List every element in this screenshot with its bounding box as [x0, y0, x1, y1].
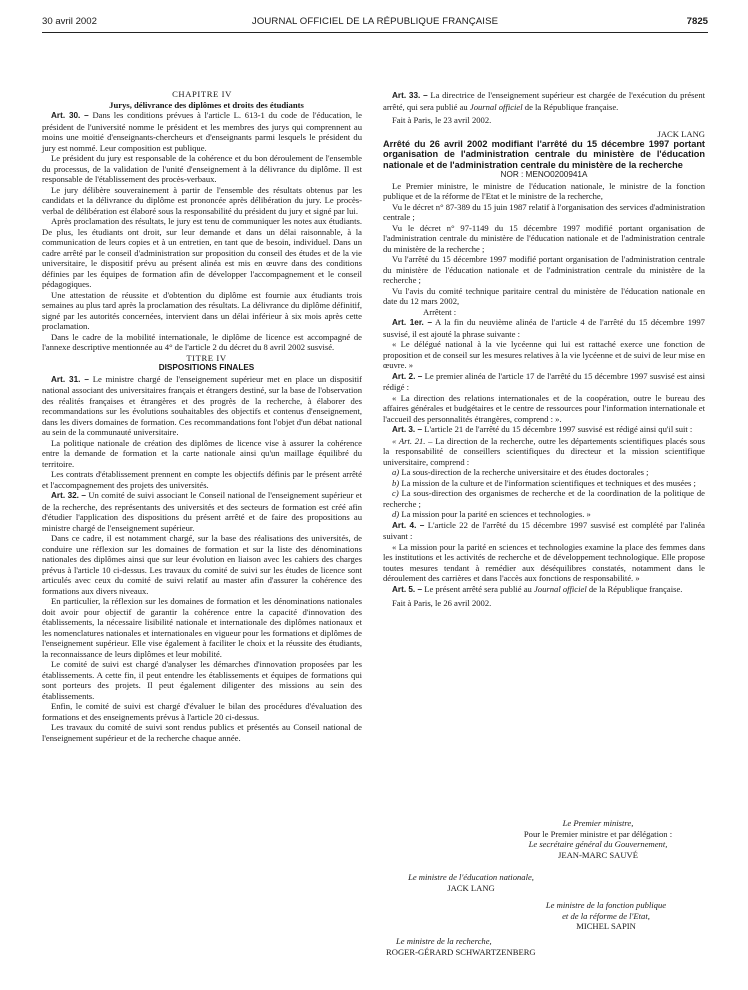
edu-name: JACK LANG — [447, 882, 495, 893]
article-label: Art. 31. – — [51, 374, 89, 384]
article-30-p5: Une attestation de réussite et d'obtention du diplôme est fournie aux étudiants trois semaines au plus tard après la proclamation des résultats. La délivrance du diplôme définitif, signé par les autorités concernées, intervient dans un délai inférieur à six mois après cette proclamation. — [42, 289, 362, 331]
right-column — [383, 90, 705, 609]
visa-3: Vu l'arrêté du 15 décembre 1997 modifié portant organisation de l'administration centrale du ministère de l'éducation nationale et de l'administration centrale du ministère de la recherche ; — [383, 254, 705, 286]
article-32-p5: Enfin, le comité de suivi est chargé d'évaluer le bilan des procédures d'évaluation des formations et des enseignements prévus à l'article 20 ci-dessus. — [42, 701, 362, 722]
fp-title-2: et de la réforme de l'Etat, — [562, 910, 650, 921]
article-33: Art. 33. – La directrice de l'enseignement supérieur est chargée de l'exécution du présent arrêté, qui sera publié au Journal officiel de la République française. — [383, 90, 705, 112]
signature-jack-lang: JACK LANG — [657, 128, 705, 139]
article-1-p2: « Le délégué national à la vie lycéenne qui lui est rattaché exerce une fonction de proposition et de conseil sur les mesures relatives à la vie lycéenne et de suivi de leur mise en œuvre. » — [383, 339, 705, 371]
article-3-p2: « Art. 21. – La direction de la recherche, outre les départements scientifiques placés sous la responsabilité de conseillers scientifiques du directeur et la mission scientifique universitaire, comprend : — [383, 435, 705, 467]
article-label: Art. 2. – — [392, 371, 423, 381]
article-30-p2: Le président du jury est responsable de la cohérence et du bon déroulement de l'ensemble du processus, de la validation de l'unité d'enseignement à la délivrance du diplôme. Il est responsable de l'établissement des procès-verbaux. — [42, 153, 362, 184]
article-label: Art. 30. – — [51, 111, 89, 120]
article-32-p2: Dans ce cadre, il est notamment chargé, sur la base des réalisations des universités, de conduire une réflexion sur les domaines de formation et sur la liste des dénominations nationales des diplômes ainsi que sur leur évolution en liaison avec les cahiers des charges prévus à l'article 10 ci-dessus. Les travaux du comité de suivi sur les études de licence sont articulés avec ceux du comité de suivi relatif au master afin d'assurer la cohérence des formations aux divers niveaux. — [42, 533, 362, 596]
header-date: 30 avril 2002 — [42, 16, 97, 27]
article-30-p3: Le jury délibère souverainement à partir de l'ensemble des résultats obtenus par les candidats et la délivrance du diplôme est prononcée après délibération du jury. Le procès-verbal de délibération est élaboré sous la responsabilité du président du jury et signé par lui. — [42, 184, 362, 216]
article-label: Art. 5. – — [392, 584, 423, 594]
signature-ministre-fonction-publique — [500, 900, 712, 932]
rech-title: Le ministre de la recherche, — [396, 936, 492, 946]
header-journal-title: JOURNAL OFFICIEL DE LA RÉPUBLIQUE FRANÇAISE — [251, 16, 499, 27]
pm-delegation: Pour le Premier ministre et par délégation : — [523, 828, 673, 839]
pm-secretary-title: Le secrétaire général du Gouvernement, — [528, 839, 668, 849]
article-31-p1: Art. 31. – Le ministre chargé de l'enseignement supérieur met en place un dispositif national associant des universitaires français et étrangers destiné, sur la base de l'observation des réalités françaises et étrangères et des progrès de la recherche, à élaborer des recommandations sur les évolutions souhaitables des objectifs et contenus d'enseignement, dans les divers domaines de formation. Ces recommandations font l'objet d'un débat national au sein de la communauté universitaire. — [42, 373, 362, 437]
article-label: Art. 3. – — [392, 425, 423, 435]
article-1-p1: Art. 1er. – A la fin du neuvième alinéa de l'article 4 de l'arrêté du 15 décembre 1997 susvisé, il est ajouté la phrase suivante : — [383, 317, 705, 339]
titre-heading: TITRE IV — [186, 352, 227, 363]
article-2-p1: Art. 2. – Le premier alinéa de l'article 17 de l'arrêté du 15 décembre 1997 susvisé est ainsi rédigé : — [383, 370, 705, 393]
article-label: Art. 32. – — [51, 491, 86, 500]
nor-reference: NOR : MENO0200941A — [500, 170, 588, 180]
visa-1: Vu le décret n° 87-389 du 15 juin 1987 relatif à l'organisation des services d'administration centrale ; — [383, 201, 705, 223]
article-4-p1: Art. 4. – L'article 22 de l'arrêté du 15 décembre 1997 susvisé est complété par l'alinéa suivant : — [383, 519, 706, 542]
visa-2: Vu le décret n° 97-1149 du 15 décembre 1997 modifié portant organisation de l'administration centrale du ministère de l'éducation nationale et de l'administration centrale du ministère de la recherche ; — [383, 222, 705, 254]
fait-a-paris-1: Fait à Paris, le 23 avril 2002. — [392, 115, 492, 125]
pm-title: Le Premier ministre, — [562, 818, 634, 828]
page-header — [42, 16, 708, 32]
visa-intro: Le Premier ministre, le ministre de l'éducation nationale, le ministre de la fonction publique et de la réforme de l'Etat et le ministre de la recherche, — [383, 180, 705, 202]
rech-name: ROGER-GÉRARD SCHWARTZENBERG — [386, 946, 536, 957]
pm-name: JEAN-MARC SAUVÉ — [558, 849, 638, 860]
signature-ministre-recherche — [386, 936, 556, 957]
left-column — [42, 89, 362, 743]
visa-4: Vu l'avis du comité technique paritaire central du ministère de l'éducation nationale en date du 12 mars 2002, — [383, 285, 705, 307]
article-3-p1: Art. 3. – L'article 21 de l'arrêté du 15 décembre 1997 susvisé est rédigé ainsi qu'il suit : — [392, 424, 693, 435]
article-3-item-a: a) La sous-direction de la recherche universitaire et des études doctorales ; — [392, 467, 649, 478]
article-32-p3: En particulier, la réflexion sur les domaines de formation et les dénominations nationales doit avoir pour objectif de garantir la cohérence entre la capacité d'innovation des établissements, la nécessaire lisibilité nationale et internationale des diplômes nationaux et les nomenclatures nationales et internationales en vigueur pour les formations et diplômes de l'enseignement supérieur. Elle vise également à faciliter le choix et la réussite des étudiants, la reconnaissance de leurs diplômes et leur mobilité. — [42, 596, 362, 659]
article-30-p4: Après proclamation des résultats, le jury est tenu de communiquer les notes aux étudiants. De plus, les étudiants ont droit, sur leur demande et dans un délai raisonnable, à la communication de leurs copies et à un entretien, en tant que de besoin, individuel. Dans un cadre arrêté par le conseil d'administration sur proposition du conseil des études et de la vie universitaire, le dispositif prévu au présent alinéa est mis en œuvre dans des conditions définies par les équipes de formation afin de développer l'accompagnement et le conseil pédagogiques. — [42, 216, 362, 289]
article-4-p2: « La mission pour la parité en sciences et technologies examine la place des femmes dans les institutions et les activités de recherche et de développement technologique. Elle propose toutes mesures tendant à remédier aux déséquilibres constatés, notamment dans le déroulement des carrières et dans l'accès aux fonctions de responsabilité. » — [383, 541, 705, 584]
chapter-heading: CHAPITRE IV — [172, 89, 232, 99]
arretent: Arrêtent : — [423, 306, 457, 317]
fait-a-paris-2: Fait à Paris, le 26 avril 2002. — [392, 598, 492, 609]
signature-ministre-education — [386, 872, 556, 893]
article-label: Art. 33. – — [392, 91, 428, 100]
article-30-p1: Art. 30. – Dans les conditions prévues à l'article L. 613-1 du code de l'éducation, le président de l'université nomme le président et les membres des jurys qui comprennent au moins une moitié d'enseignants-chercheurs et d'enseignants parmi lesquels le président du jury est nommé. Leur composition est publique. — [42, 110, 362, 153]
header-rule — [42, 32, 708, 33]
article-30-p6: Dans le cadre de la mobilité internationale, le diplôme de licence est accompagné de l'annexe descriptive mentionnée au 4° de l'article 2 du décret du 8 avril 2002 susvisé. — [42, 331, 362, 352]
article-2-p2: « La direction des relations internationales et de la coopération, outre le bureau des affaires générales et budgétaires et le centre de ressources pour l'information internationale et l'accueil des personnalités étrangères, comprend : ». — [383, 392, 705, 424]
article-3-item-d: d) La mission pour la parité en sciences et technologies. » — [392, 509, 591, 520]
article-3-item-b: b) La mission de la culture et de l'information scientifiques et techniques et des musées ; — [392, 477, 696, 488]
article-5: Art. 5. – Le présent arrêté sera publié au Journal officiel de la République française. — [392, 583, 683, 594]
titre-subheading: DISPOSITIONS FINALES — [158, 363, 255, 372]
article-label: Art. 4. – — [392, 520, 425, 530]
decree-title: Arrêté du 26 avril 2002 modifiant l'arrêté du 15 décembre 1997 portant organisation de l'administration centrale du ministère de l'éducation nationale et de l'administration centrale du ministère de la recherche — [383, 139, 705, 170]
article-label: Art. 1er. – — [392, 318, 432, 328]
article-32-p1: Art. 32. – Un comité de suivi associant le Conseil national de l'enseignement supérieur et de la recherche, des représentants des universités et des secteurs de formation est créé afin d'étudier l'application des dispositions du présent arrêté et de faire des propositions au ministre chargé de l'enseignement supérieur. — [42, 490, 362, 533]
article-31-p2: La politique nationale de création des diplômes de licence vise à assurer la cohérence entre la demande de formation et la carte nationale ainsi qu'un maillage équilibré du territoire. — [42, 437, 362, 469]
article-32-p6: Les travaux du comité de suivi sont rendus publics et présentés au Conseil national de l'enseignement supérieur et de la recherche chaque année. — [42, 722, 362, 743]
header-page-number: 7825 — [686, 16, 708, 27]
edu-title: Le ministre de l'éducation nationale, — [408, 872, 534, 882]
article-3-item-c: c) La sous-direction des organismes de recherche et de la coordination de la politique de recherche ; — [383, 488, 705, 509]
article-32-p4: Le comité de suivi est chargé d'analyser les démarches d'innovation proposées par les établissements. A cette fin, il peut entendre les établissements et équipes de formations qui sont porteurs des projets. Il peut également diligenter des missions au sein des établissements. — [42, 659, 362, 701]
signature-premier-ministre — [480, 818, 716, 860]
fp-title-1: Le ministre de la fonction publique — [545, 900, 667, 910]
fp-name: MICHEL SAPIN — [576, 921, 636, 931]
article-31-p3: Les contrats d'établissement prennent en compte les objectifs définis par le présent arrêté et l'accompagnement des projets des universités. — [42, 469, 362, 490]
chapter-title: Jurys, délivrance des diplômes et droits des étudiants — [109, 99, 304, 110]
